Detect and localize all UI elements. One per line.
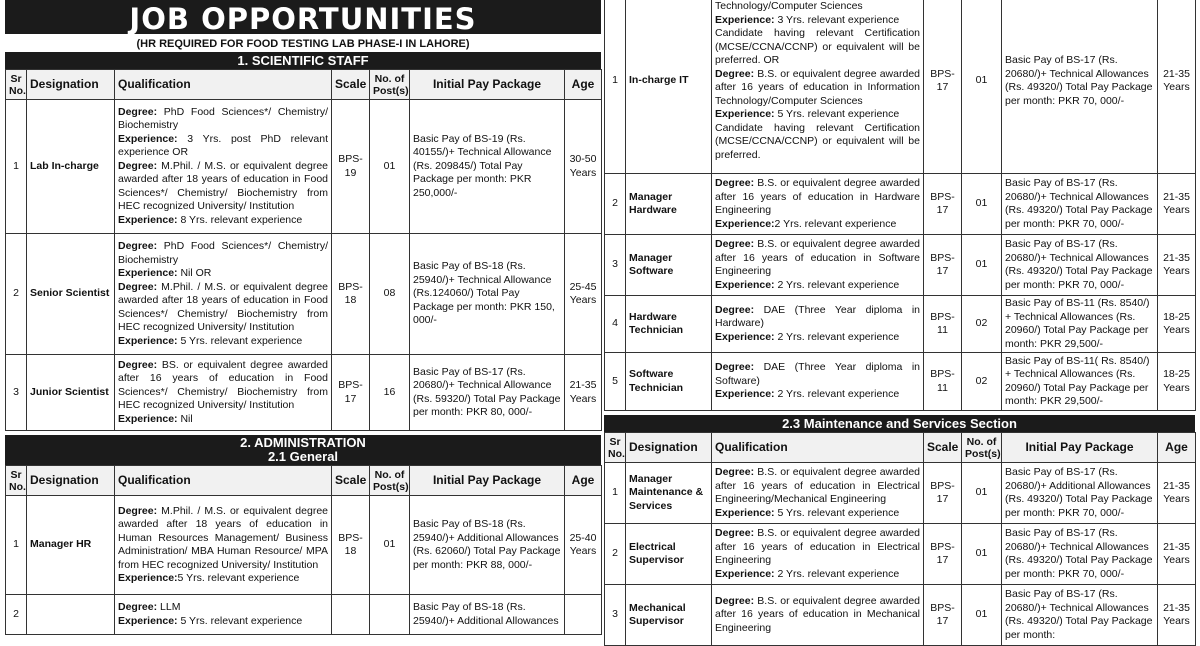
- table-row: [6, 355, 602, 431]
- col-header-qualification: Qualification: [115, 70, 332, 100]
- qualification-line: [118, 267, 328, 281]
- qualification-label: Degree:: [118, 280, 158, 293]
- qualification-line: [118, 214, 328, 228]
- cell-qualification: [712, 524, 924, 585]
- table-row: [6, 496, 602, 595]
- cell-sr: 1: [6, 100, 27, 234]
- cell-scale: BPS-11: [924, 353, 962, 411]
- cell-qualification: [115, 355, 332, 431]
- col-header-scale: Scale: [332, 70, 370, 100]
- qualification-label: Experience:: [118, 267, 178, 279]
- table-body: [6, 100, 602, 431]
- cell-sr: 4: [605, 296, 626, 353]
- qualification-label: Experience:: [118, 412, 178, 425]
- cell-sr: 2: [6, 595, 27, 635]
- cell-designation: Senior Scientist: [27, 234, 115, 355]
- cell-age: 21-35 Years: [1158, 463, 1196, 524]
- table-row: [605, 524, 1196, 585]
- qualification-line: [118, 413, 328, 427]
- qualification-line: [715, 568, 920, 582]
- cell-posts: 01: [370, 100, 410, 234]
- qualification-line: [715, 279, 920, 293]
- qualification-text: 3 Yrs. post PhD relevant experience OR: [118, 132, 328, 159]
- qualification-label: Degree:: [715, 177, 755, 189]
- cell-pay: Basic Pay of BS-17 (Rs. 20680/)+ Additional Allowances (Rs. 49320/) Total Pay Package per month: PKR 70, 000/-: [1002, 463, 1158, 524]
- qualification-label: Degree:: [118, 105, 158, 118]
- qualification-label: Degree:: [118, 159, 158, 172]
- qualification-line: [715, 361, 920, 388]
- qualification-label: Experience:: [715, 217, 775, 230]
- qualification-line: [118, 281, 328, 335]
- table-body: [605, 463, 1196, 646]
- section-title-maintenance: 2.3 Maintenance and Services Section: [604, 415, 1195, 432]
- cell-designation: Junior Scientist: [27, 355, 115, 431]
- qualification-text: 5 Yrs. relevant experience: [774, 108, 900, 120]
- col-header-sr: Sr No.: [6, 70, 27, 100]
- qualification-text: 5 Yrs. relevant experience: [177, 572, 300, 584]
- qualification-line: [118, 601, 328, 615]
- qualification-label: Degree:: [118, 601, 158, 613]
- cell-scale: BPS-17: [924, 235, 962, 296]
- table-row: [6, 595, 602, 635]
- cell-posts: 02: [962, 353, 1002, 411]
- qualification-text: M.Phil. / M.S. or equivalent degree awarded after 18 years of education in Food Sciences*/ Chemistry/ Biochemistry from HEC recognized University/ Institution: [118, 280, 328, 333]
- col-header-age: Age: [1158, 433, 1196, 463]
- cell-scale: BPS-17: [924, 524, 962, 585]
- cell-scale: BPS-18: [332, 234, 370, 355]
- qualification-line: [118, 133, 328, 160]
- qualification-label: Experience:: [715, 13, 775, 26]
- qualification-line: [715, 527, 920, 568]
- qualification-label: Degree:: [118, 504, 158, 517]
- cell-posts: 01: [962, 174, 1002, 235]
- cell-scale: BPS-17: [924, 585, 962, 646]
- table-row: [605, 353, 1196, 411]
- it-section-table: [604, 0, 1196, 411]
- qualification-label: Degree:: [715, 594, 755, 607]
- qualification-label: Degree:: [118, 240, 158, 252]
- cell-qualification: [712, 174, 924, 235]
- qualification-line: [118, 160, 328, 214]
- col-header-age: Age: [565, 70, 602, 100]
- col-header-pay: Initial Pay Package: [1002, 433, 1158, 463]
- cell-designation: Lab In-charge: [27, 100, 115, 234]
- table-body: [6, 496, 602, 635]
- qualification-label: Experience:: [118, 614, 178, 627]
- table-row: [605, 463, 1196, 524]
- col-header-designation: Designation: [626, 433, 712, 463]
- cell-scale: BPS-11: [924, 296, 962, 353]
- qualification-text: B.S. or equivalent degree awarded after 16 years of education in Information Technology/Computer Sciences: [715, 67, 920, 107]
- qualification-text: 2 Yrs. relevant experience: [774, 330, 900, 343]
- cell-pay: Basic Pay of BS-19 (Rs. 40155/)+ Technical Allowance (Rs. 209845/) Total Pay Package per month: PKR 250,000/-: [410, 100, 565, 234]
- cell-pay: Basic Pay of BS-17 (Rs. 20680/)+ Technical Allowances (Rs. 49320/) Total Pay Package per month:: [1002, 585, 1158, 646]
- col-header-sr: Sr No.: [6, 466, 27, 496]
- section-title-scientific: 1. SCIENTIFIC STAFF: [5, 52, 601, 69]
- qualification-line: [715, 304, 920, 331]
- qualification-line: [715, 388, 920, 402]
- cell-sr: 3: [6, 355, 27, 431]
- col-header-designation: Designation: [27, 466, 115, 496]
- cell-posts: 01: [962, 0, 1002, 174]
- cell-designation: Hardware Technician: [626, 296, 712, 353]
- qualification-label: Experience:: [118, 213, 178, 226]
- col-header-pay: Initial Pay Package: [410, 70, 565, 100]
- cell-pay: Basic Pay of BS-18 (Rs. 25940/)+ Additional Allowances: [410, 595, 565, 635]
- cell-qualification: [115, 595, 332, 635]
- qualification-text: BS. or equivalent degree awarded after 16 years of education in Food Sciences*/ Chemistry/ Biochemistry from HEC recognized University/ Institution: [118, 358, 328, 412]
- table-row: [605, 174, 1196, 235]
- qualification-label: Degree:: [715, 361, 755, 374]
- col-header-posts: No. of Post(s): [370, 466, 410, 496]
- qualification-line: [715, 27, 920, 68]
- administration-table: [5, 465, 602, 635]
- qualification-line: [715, 595, 920, 636]
- qualification-text: Nil OR: [177, 267, 212, 279]
- qualification-text: PhD Food Sciences*/ Chemistry/ Biochemistry: [118, 240, 328, 266]
- qualification-line: [118, 240, 328, 267]
- qualification-label: Degree:: [715, 67, 755, 80]
- cell-sr: 2: [605, 524, 626, 585]
- cell-sr: 2: [605, 174, 626, 235]
- qualification-line: [715, 177, 920, 218]
- qualification-text: 2 Yrs. relevant experience: [774, 278, 900, 291]
- col-header-posts: No. of Post(s): [370, 70, 410, 100]
- cell-posts: 01: [962, 585, 1002, 646]
- col-header-pay: Initial Pay Package: [410, 466, 565, 496]
- cell-posts: 01: [962, 235, 1002, 296]
- table-row: [6, 100, 602, 234]
- qualification-text: Technology/Computer Sciences: [715, 0, 863, 12]
- cell-qualification: [712, 353, 924, 411]
- cell-sr: 3: [605, 585, 626, 646]
- cell-age: 21-35 Years: [1158, 0, 1196, 174]
- table-row: [605, 585, 1196, 646]
- col-header-posts: No. of Post(s): [962, 433, 1002, 463]
- cell-designation: Manager Maintenance & Services: [626, 463, 712, 524]
- qualification-label: Experience:: [715, 506, 775, 519]
- cell-qualification: [115, 100, 332, 234]
- qualification-label: Experience:: [715, 108, 775, 120]
- qualification-line: [715, 14, 920, 28]
- cell-qualification: [712, 0, 924, 174]
- qualification-label: Experience:: [715, 330, 775, 343]
- qualification-line: [715, 68, 920, 109]
- qualification-text: DAE (Three Year diploma in Software): [715, 361, 920, 387]
- cell-designation: Electrical Supervisor: [626, 524, 712, 585]
- table-row: [6, 234, 602, 355]
- maintenance-table: [604, 432, 1196, 646]
- qualification-line: [715, 218, 920, 232]
- cell-sr: 1: [605, 463, 626, 524]
- cell-pay: Basic Pay of BS-18 (Rs. 25940/)+ Technical Allowance (Rs.124060/) Total Pay Package per month: PKR 150, 000/-: [410, 234, 565, 355]
- cell-posts: 16: [370, 355, 410, 431]
- cell-posts: 01: [370, 496, 410, 595]
- cell-pay: Basic Pay of BS-11( Rs. 8540/) + Technical Allowances (Rs. 20960/) Total Pay Package per month: PKR 29,500/-: [1002, 353, 1158, 411]
- col-header-age: Age: [565, 466, 602, 496]
- qualification-line: [715, 238, 920, 279]
- cell-designation: [27, 595, 115, 635]
- qualification-text: 3 Yrs. relevant experience: [774, 13, 900, 26]
- col-header-sr: Sr No.: [605, 433, 626, 463]
- cell-age: 21-35 Years: [1158, 235, 1196, 296]
- qualification-label: Experience:: [715, 278, 775, 291]
- cell-age: 21-35 Years: [1158, 174, 1196, 235]
- cell-qualification: [712, 585, 924, 646]
- qualification-text: 8 Yrs. relevant experience: [177, 213, 303, 226]
- qualification-line: [715, 122, 920, 163]
- cell-qualification: [712, 235, 924, 296]
- right-column: [604, 0, 1195, 641]
- cell-age: 30-50 Years: [565, 100, 602, 234]
- section-title-administration: [5, 435, 601, 465]
- cell-age: 25-45 Years: [565, 234, 602, 355]
- qualification-line: [715, 507, 920, 521]
- qualification-label: Degree:: [715, 303, 755, 316]
- cell-pay: Basic Pay of BS-17 (Rs. 20680/)+ Technical Allowances (Rs. 49320/) Total Pay Package per month: PKR 70, 000/-: [1002, 235, 1158, 296]
- qualification-text: 5 Yrs. relevant experience: [177, 614, 303, 627]
- scientific-staff-table: [5, 69, 602, 431]
- qualification-label: Degree:: [715, 527, 755, 539]
- section-subtitle: 2.1 General: [267, 449, 339, 464]
- cell-scale: BPS-17: [924, 463, 962, 524]
- cell-pay: Basic Pay of BS-17 (Rs. 20680/)+ Technical Allowances (Rs. 49320/) Total Pay Package per month: PKR 70, 000/-: [1002, 174, 1158, 235]
- cell-sr: 5: [605, 353, 626, 411]
- cell-scale: [332, 595, 370, 635]
- cell-designation: In-charge IT: [626, 0, 712, 174]
- cell-designation: Manager Software: [626, 235, 712, 296]
- qualification-text: 5 Yrs. relevant experience: [177, 334, 303, 347]
- qualification-line: [118, 335, 328, 349]
- page-subtitle: (HR REQUIRED FOR FOOD TESTING LAB PHASE-I IN LAHORE): [136, 38, 470, 50]
- table-row: [605, 235, 1196, 296]
- cell-pay: Basic Pay of BS-17 (Rs. 20680/)+ Technical Allowances (Rs. 49320/) Total Pay Package per month: PKR 70, 000/-: [1002, 0, 1158, 174]
- col-header-qualification: Qualification: [712, 433, 924, 463]
- cell-posts: [370, 595, 410, 635]
- qualification-text: B.S. or equivalent degree awarded after 16 years of education in Hardware Engineering: [715, 177, 920, 216]
- qualification-line: [715, 466, 920, 507]
- qualification-text: Candidate having relevant Certification (MCSE/CCNA/CCNP) or equivalent will be preferred. OR: [715, 27, 920, 66]
- qualification-line: [118, 615, 328, 629]
- cell-pay: Basic Pay of BS-18 (Rs. 25940/)+ Additional Allowances (Rs. 62060/) Total Pay Package per month: PKR 88, 000/-: [410, 496, 565, 595]
- cell-age: 21-35 Years: [1158, 585, 1196, 646]
- cell-age: 18-25 Years: [1158, 353, 1196, 411]
- cell-scale: BPS-17: [924, 0, 962, 174]
- left-column: [5, 0, 601, 630]
- cell-age: 21-35 Years: [1158, 524, 1196, 585]
- qualification-text: 2 Yrs. relevant experience: [774, 567, 900, 580]
- page-title: JOB OPPORTUNITIES: [5, 0, 601, 34]
- qualification-label: Experience:: [118, 334, 178, 347]
- qualification-text: B.S. or equivalent degree awarded after 16 years of education in Mechanical Engineering: [715, 594, 920, 634]
- qualification-text: M.Phil. / M.S. or equivalent degree awarded after 18 years of education in Human Resources Management/ Business Administration/ MBA Human Resource/ MPA from HEC recognized University/ Institution: [118, 504, 328, 571]
- cell-pay: Basic Pay of BS-17 (Rs. 20680/)+ Technical Allowance (Rs. 59320/) Total Pay Package per month: PKR 80, 000/-: [410, 355, 565, 431]
- cell-designation: Manager HR: [27, 496, 115, 595]
- cell-age: 18-25 Years: [1158, 296, 1196, 353]
- cell-designation: Manager Hardware: [626, 174, 712, 235]
- qualification-text: 2 Yrs. relevant experience: [774, 217, 897, 230]
- cell-pay: Basic Pay of BS-11 (Rs. 8540/) + Technical Allowances (Rs. 20960/) Total Pay Package per month: PKR 29,500/-: [1002, 296, 1158, 353]
- qualification-text: 2 Yrs. relevant experience: [774, 388, 900, 401]
- qualification-text: Nil: [177, 412, 193, 425]
- qualification-line: [715, 331, 920, 345]
- qualification-line: [118, 106, 328, 133]
- col-header-scale: Scale: [332, 466, 370, 496]
- table-header-row: [6, 466, 602, 496]
- table-header-row: [6, 70, 602, 100]
- qualification-label: Experience:: [715, 388, 775, 401]
- cell-sr: 1: [605, 0, 626, 174]
- table-row: [605, 296, 1196, 353]
- cell-scale: BPS-17: [332, 355, 370, 431]
- cell-scale: BPS-17: [924, 174, 962, 235]
- qualification-label: Degree:: [715, 238, 755, 250]
- qualification-text: B.S. or equivalent degree awarded after 16 years of education in Electrical Engineering/Mechanical Engineering: [715, 466, 920, 505]
- qualification-label: Degree:: [715, 466, 755, 478]
- cell-designation: Software Technician: [626, 353, 712, 411]
- cell-sr: 3: [605, 235, 626, 296]
- col-header-designation: Designation: [27, 70, 115, 100]
- cell-sr: 2: [6, 234, 27, 355]
- table-header-row: [605, 433, 1196, 463]
- qualification-line: [118, 505, 328, 573]
- cell-qualification: [712, 463, 924, 524]
- cell-sr: 1: [6, 496, 27, 595]
- cell-scale: BPS-19: [332, 100, 370, 234]
- qualification-label: Degree:: [118, 358, 158, 371]
- qualification-label: Experience:: [715, 567, 775, 580]
- cell-age: 25-40 Years: [565, 496, 602, 595]
- qualification-text: 5 Yrs. relevant experience: [774, 506, 900, 519]
- col-header-qualification: Qualification: [115, 466, 332, 496]
- qualification-text: M.Phil. / M.S. or equivalent degree awarded after 18 years of education in Food Sciences*/ Chemistry/ Biochemistry from HEC recognized University/ Institution: [118, 159, 328, 213]
- qualification-text: B.S. or equivalent degree awarded after 16 years of education in Software Engineering: [715, 238, 920, 277]
- cell-qualification: [115, 496, 332, 595]
- qualification-label: Experience:: [118, 132, 178, 145]
- cell-posts: 08: [370, 234, 410, 355]
- cell-scale: BPS-18: [332, 496, 370, 595]
- col-header-scale: Scale: [924, 433, 962, 463]
- cell-posts: 02: [962, 296, 1002, 353]
- table-body: [605, 0, 1196, 411]
- qualification-line: [118, 572, 328, 586]
- cell-posts: 01: [962, 524, 1002, 585]
- cell-pay: Basic Pay of BS-17 (Rs. 20680/)+ Technical Allowances (Rs. 49320/) Total Pay Package per month: PKR 70, 000/-: [1002, 524, 1158, 585]
- cell-age: [565, 595, 602, 635]
- qualification-line: [118, 359, 328, 413]
- table-row: [605, 0, 1196, 174]
- section-title: 2. ADMINISTRATION: [240, 435, 366, 450]
- qualification-text: PhD Food Sciences*/ Chemistry/ Biochemistry: [118, 105, 328, 132]
- qualification-line: [715, 108, 920, 122]
- qualification-text: B.S. or equivalent degree awarded after 16 years of education in Electrical Engineering: [715, 527, 920, 566]
- cell-qualification: [115, 234, 332, 355]
- cell-qualification: [712, 296, 924, 353]
- qualification-text: DAE (Three Year diploma in Hardware): [715, 303, 920, 330]
- qualification-label: Experience:: [118, 572, 178, 584]
- cell-posts: 01: [962, 463, 1002, 524]
- qualification-text: LLM: [157, 601, 181, 613]
- qualification-line: [715, 0, 920, 14]
- cell-age: 21-35 Years: [565, 355, 602, 431]
- cell-designation: Mechanical Supervisor: [626, 585, 712, 646]
- qualification-text: Candidate having relevant Certification (MCSE/CCNA/CCNP) or equivalent will be preferred.: [715, 121, 920, 161]
